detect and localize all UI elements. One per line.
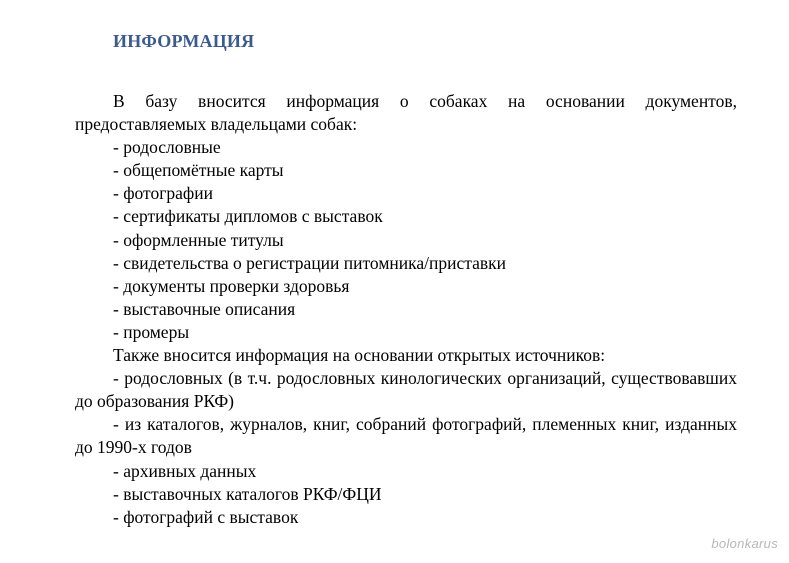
intro-paragraph: В базу вносится информация о собаках на основании документов, предоставляемых владельцами собак: xyxy=(75,91,737,135)
list-item: - выставочных каталогов РКФ/ФЦИ xyxy=(113,483,382,504)
list-item: - сертификаты дипломов с выставок xyxy=(113,206,383,227)
page-title: ИНФОРМАЦИЯ xyxy=(113,31,255,51)
watermark: bolonkarus xyxy=(711,536,778,551)
list-item: - фотографий с выставок xyxy=(113,506,299,527)
list-item: - документы проверки здоровья xyxy=(113,275,350,296)
list-item: - фотографии xyxy=(113,183,213,204)
list-item: - родословных (в т.ч. родословных кинологических организаций, существовавших до образования РКФ) xyxy=(75,368,737,412)
list-item: - выставочные описания xyxy=(113,298,296,319)
sources-intro: Также вносится информация на основании открытых источников: xyxy=(113,345,606,366)
list-item: - оформленные титулы xyxy=(113,229,284,250)
list-item: - родословные xyxy=(113,137,221,158)
list-item: - общепомётные карты xyxy=(113,160,284,181)
list-item: - свидетельства о регистрации питомника/приставки xyxy=(113,252,507,273)
list-item: - архивных данных xyxy=(113,460,257,481)
list-item: - из каталогов, журналов, книг, собраний фотографий, племенных книг, изданных до 1990-х годов xyxy=(75,414,737,458)
list-item: - промеры xyxy=(113,321,190,342)
document-body xyxy=(75,90,737,529)
